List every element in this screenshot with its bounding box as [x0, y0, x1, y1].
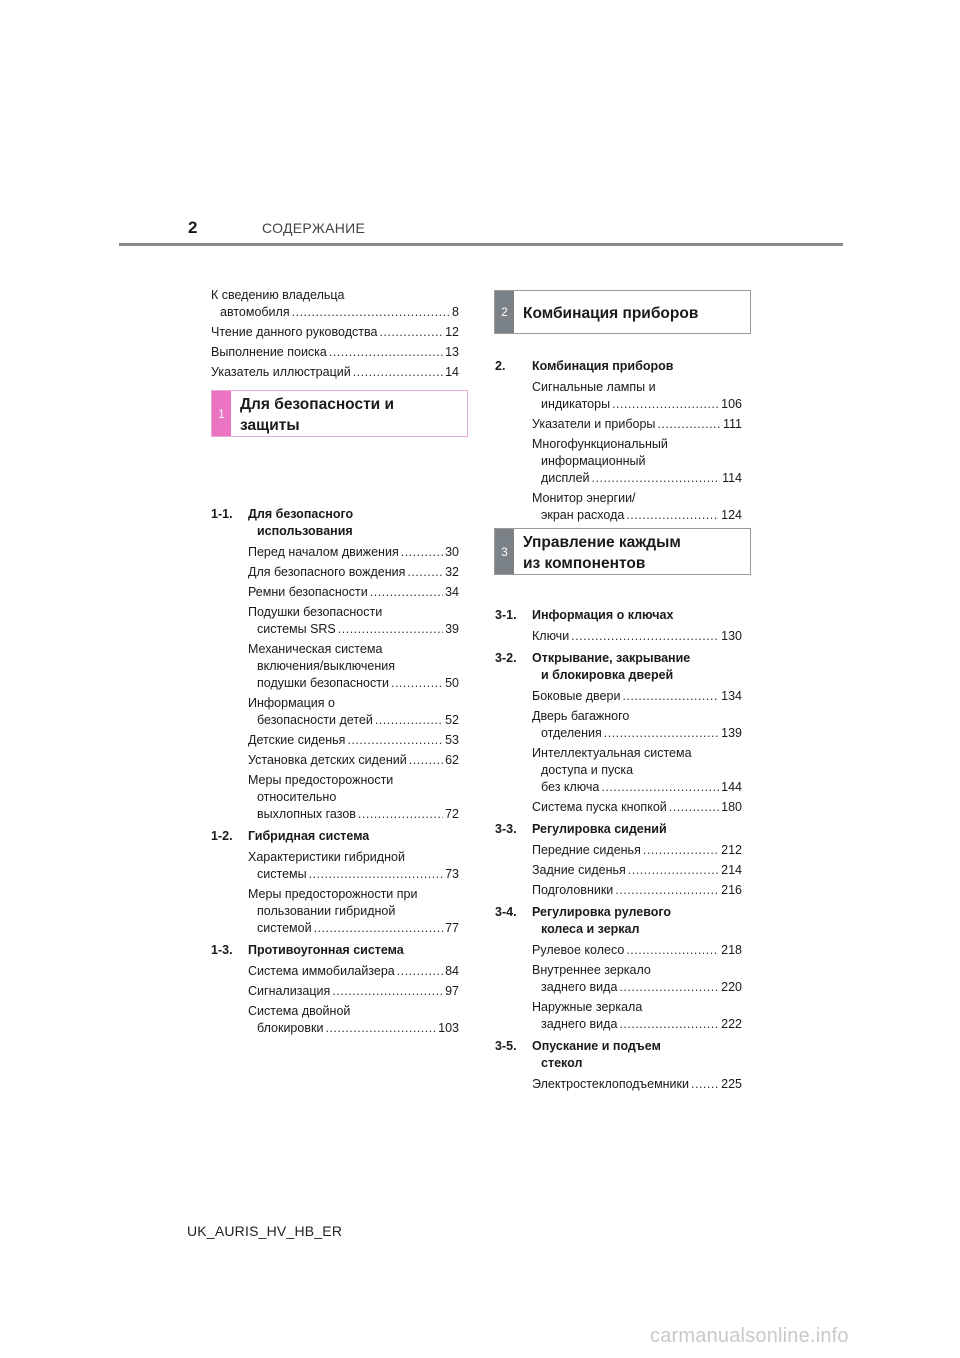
chapter-tab: 3	[495, 529, 514, 574]
entry-line	[248, 1020, 459, 1037]
section-title-line: Противоугонная система	[248, 943, 404, 957]
toc-entry[interactable]	[248, 544, 459, 561]
entry-line	[248, 983, 459, 1000]
entry-text: Подушки безопасности	[248, 605, 383, 619]
page-ref: 77	[445, 921, 459, 935]
toc-entry[interactable]	[532, 1076, 742, 1093]
section-number: 2.	[495, 359, 506, 373]
toc-entry[interactable]	[532, 688, 742, 705]
entry-text: Система иммобилайзера	[248, 964, 395, 978]
toc-entry[interactable]	[532, 436, 742, 487]
page-ref: 97	[445, 984, 459, 998]
entry-text: дисплей	[541, 471, 590, 485]
section-title-line: и блокировка дверей	[541, 668, 674, 682]
page-ref: 212	[721, 843, 742, 857]
dot-leader	[391, 675, 443, 692]
entry-line	[532, 470, 742, 487]
toc-entry[interactable]	[248, 752, 459, 769]
dot-leader	[329, 344, 443, 361]
entry-text: автомобиля	[220, 305, 290, 319]
section-title	[248, 828, 459, 845]
dot-leader	[370, 584, 443, 601]
dot-leader	[669, 799, 719, 816]
entry-line	[248, 806, 459, 823]
section-number: 3-5.	[495, 1039, 517, 1053]
entry-text: Рулевое колесо	[532, 943, 625, 957]
toc-entry[interactable]	[532, 708, 742, 742]
section-number: 3-1.	[495, 608, 517, 622]
entry-text: выхлопных газов	[257, 807, 356, 821]
entry-line	[211, 324, 459, 341]
entry-line	[532, 779, 742, 796]
page-ref: 39	[445, 622, 459, 636]
entry-text: Монитор энергии/	[532, 491, 636, 505]
dot-leader	[622, 688, 719, 705]
entry-line	[532, 507, 742, 524]
section-title-line: Регулировка сидений	[532, 822, 667, 836]
section-number: 3-4.	[495, 905, 517, 919]
entry-text: пользовании гибридной	[257, 904, 396, 918]
page-ref: 220	[721, 980, 742, 994]
toc-entry[interactable]	[248, 564, 459, 581]
page-ref: 8	[452, 305, 459, 319]
page-title: СОДЕРЖАНИЕ	[262, 220, 366, 236]
dot-leader	[592, 470, 721, 487]
page-ref: 52	[445, 713, 459, 727]
entry-line	[248, 712, 459, 729]
entry-text: Выполнение поиска	[211, 345, 327, 359]
dot-leader	[628, 862, 719, 879]
entry-line	[248, 732, 459, 749]
section-title	[532, 650, 742, 684]
page-ref: 216	[721, 883, 742, 897]
entry-line	[248, 675, 459, 692]
entry-text: Боковые двери	[532, 689, 621, 703]
entry-text: Задние сиденья	[532, 863, 626, 877]
dot-leader	[571, 628, 719, 645]
page-ref: 84	[445, 964, 459, 978]
section-title-line: Комбинация приборов	[532, 359, 674, 373]
dot-leader	[338, 621, 443, 638]
entry-text: заднего вида	[541, 1017, 618, 1031]
page-ref: 14	[445, 365, 459, 379]
entry-text: Внутреннее зеркало	[532, 963, 651, 977]
page-ref: 73	[445, 867, 459, 881]
dot-leader	[292, 304, 450, 321]
page-ref: 180	[721, 800, 742, 814]
section-title-line: Регулировка рулевого	[532, 905, 672, 919]
dot-leader	[347, 732, 443, 749]
entry-text: Механическая система	[248, 642, 383, 656]
dot-leader	[601, 779, 719, 796]
dot-leader	[375, 712, 443, 729]
entry-line	[532, 882, 742, 899]
toc-entry[interactable]	[248, 584, 459, 601]
entry-text: Электростеклоподъемники	[532, 1077, 689, 1091]
entry-line	[532, 799, 742, 816]
chapter-tab: 2	[495, 291, 514, 333]
page-ref: 72	[445, 807, 459, 821]
entry-line	[248, 564, 459, 581]
right-sections-a	[495, 358, 742, 524]
page-ref: 139	[721, 726, 742, 740]
entry-line	[211, 364, 459, 381]
toc-entry[interactable]	[532, 842, 742, 859]
entry-text: Подголовники	[532, 883, 614, 897]
toc-entry[interactable]	[532, 745, 742, 796]
toc-entry[interactable]	[248, 772, 459, 823]
section-number: 3-2.	[495, 651, 517, 665]
entry-line	[532, 979, 742, 996]
dot-leader	[379, 324, 443, 341]
left-sections	[211, 506, 459, 1037]
entry-line	[532, 416, 742, 433]
entry-line	[211, 344, 459, 361]
entry-line	[248, 621, 459, 638]
dot-leader	[314, 920, 444, 937]
entry-line	[248, 963, 459, 980]
toc-entry[interactable]	[248, 983, 459, 1000]
entry-line	[532, 396, 742, 413]
entry-text: Интеллектуальная система	[532, 746, 692, 760]
entry-text: Перед началом движения	[248, 545, 399, 559]
page-ref: 106	[721, 397, 742, 411]
page-ref: 214	[721, 863, 742, 877]
section-number: 1-1.	[211, 507, 233, 521]
entry-text: Сигнализация	[248, 984, 331, 998]
dot-leader	[626, 507, 719, 524]
entry-text: Информация о	[248, 696, 335, 710]
chapter-title-line1: Управление каждым	[523, 533, 681, 551]
entry-text: экран расхода	[541, 508, 625, 522]
toc-entry[interactable]	[211, 287, 459, 321]
dot-leader	[626, 942, 719, 959]
section-heading[interactable]	[211, 828, 459, 845]
section-number: 3-3.	[495, 822, 517, 836]
page-number: 2	[188, 218, 198, 237]
dot-leader	[409, 752, 443, 769]
toc-entry[interactable]	[532, 999, 742, 1033]
chapter-1-header[interactable]	[211, 390, 468, 437]
entry-text: блокировки	[257, 1021, 324, 1035]
entry-text: Передние сиденья	[532, 843, 641, 857]
entry-text: подушки безопасности	[257, 676, 389, 690]
entry-line	[211, 304, 459, 321]
toc-entry[interactable]	[211, 344, 459, 361]
entry-text: Сигнальные лампы и	[532, 380, 656, 394]
section-heading[interactable]	[495, 358, 742, 375]
toc-entry[interactable]	[532, 862, 742, 879]
entry-text: К сведению владельца	[211, 288, 345, 302]
page-ref: 124	[721, 508, 742, 522]
entry-text: доступа и пуска	[541, 763, 634, 777]
section-title-line: Гибридная система	[248, 829, 370, 843]
chapter-title-line1: Комбинация приборов	[523, 304, 699, 322]
section-title-line: Для безопасного	[248, 507, 354, 521]
chapter-2-header[interactable]	[494, 290, 751, 334]
chapter-tab: 1	[212, 391, 231, 436]
toc-entry[interactable]	[248, 695, 459, 729]
entry-line	[248, 920, 459, 937]
page-ref: 62	[445, 753, 459, 767]
section-title	[532, 358, 742, 375]
dot-leader	[619, 1016, 719, 1033]
page-ref: 134	[721, 689, 742, 703]
page-ref: 34	[445, 585, 459, 599]
dot-leader	[325, 1020, 436, 1037]
entry-line	[248, 752, 459, 769]
toc-entry[interactable]	[248, 963, 459, 980]
section-title	[248, 506, 459, 540]
dot-leader	[657, 416, 721, 433]
dot-leader	[358, 806, 443, 823]
entry-text: без ключа	[541, 780, 600, 794]
entry-line	[532, 862, 742, 879]
dot-leader	[332, 983, 443, 1000]
section-heading[interactable]	[495, 1038, 742, 1072]
toc-entry[interactable]	[532, 799, 742, 816]
dot-leader	[615, 882, 719, 899]
entry-text: включения/выключения	[257, 659, 395, 673]
page-ref: 103	[438, 1021, 459, 1035]
toc-right-column	[495, 353, 742, 1096]
entry-text: отделения	[541, 726, 602, 740]
entry-line	[532, 628, 742, 645]
header-rule	[119, 243, 843, 246]
toc-entry[interactable]	[248, 732, 459, 749]
section-title	[532, 904, 742, 938]
page-ref: 222	[721, 1017, 742, 1031]
toc-entry[interactable]	[532, 962, 742, 996]
page-ref: 32	[445, 565, 459, 579]
toc-entry[interactable]	[532, 628, 742, 645]
right-sections-b	[495, 607, 742, 1093]
chapter-title-line1: Для безопасности и	[240, 395, 395, 413]
page-ref: 130	[721, 629, 742, 643]
toc-entry[interactable]	[532, 490, 742, 524]
entry-text: Система двойной	[248, 1004, 351, 1018]
entry-text: Для безопасного вождения	[248, 565, 406, 579]
entry-line	[532, 942, 742, 959]
entry-text: Детские сиденья	[248, 733, 346, 747]
section-title	[532, 607, 742, 624]
toc-entry[interactable]	[532, 379, 742, 413]
document-code: UK_AURIS_HV_HB_ER	[187, 1223, 343, 1239]
section-heading[interactable]	[211, 506, 459, 540]
toc-entry[interactable]	[211, 324, 459, 341]
entry-line	[532, 1016, 742, 1033]
entry-text: Указатель иллюстраций	[211, 365, 351, 379]
entry-text: безопасности детей	[257, 713, 373, 727]
page-ref: 13	[445, 345, 459, 359]
entry-text: Многофункциональный	[532, 437, 668, 451]
entry-text: системы SRS	[257, 622, 336, 636]
section-heading[interactable]	[495, 821, 742, 838]
entry-text: Ремни безопасности	[248, 585, 368, 599]
page-ref: 144	[721, 780, 742, 794]
entry-line	[532, 1076, 742, 1093]
section-title-line: Опускание и подъем	[532, 1039, 661, 1053]
section-heading[interactable]	[495, 607, 742, 624]
entry-text: Меры предосторожности при	[248, 887, 418, 901]
dot-leader	[407, 564, 443, 581]
section-title	[248, 942, 459, 959]
watermark: carmanualsonline.info	[650, 1325, 849, 1347]
toc-entry[interactable]	[211, 364, 459, 381]
toc-entry[interactable]	[248, 1003, 459, 1037]
section-heading[interactable]	[211, 942, 459, 959]
entry-text: системы	[257, 867, 307, 881]
chapter-title-line2: защиты	[240, 416, 300, 434]
entry-text: индикаторы	[541, 397, 611, 411]
dot-leader	[353, 364, 443, 381]
section-title-line: колеса и зеркал	[541, 922, 640, 936]
section-title	[532, 1038, 742, 1072]
page-ref: 30	[445, 545, 459, 559]
dot-leader	[401, 544, 443, 561]
entry-line	[532, 842, 742, 859]
entry-text: Дверь багажного	[532, 709, 630, 723]
entry-text: информационный	[541, 454, 646, 468]
page-ref: 53	[445, 733, 459, 747]
section-number: 1-2.	[211, 829, 233, 843]
section-title-line: Информация о ключах	[532, 608, 674, 622]
toc-entry[interactable]	[248, 849, 459, 883]
page-ref: 225	[721, 1077, 742, 1091]
toc-entry[interactable]	[532, 942, 742, 959]
chapter-title-line2: из компонентов	[523, 554, 646, 572]
entry-text: Ключи	[532, 629, 570, 643]
section-heading[interactable]	[495, 904, 742, 938]
section-title	[532, 821, 742, 838]
entry-text: Меры предосторожности	[248, 773, 394, 787]
entry-text: заднего вида	[541, 980, 618, 994]
dot-leader	[691, 1076, 719, 1093]
dot-leader	[619, 979, 719, 996]
entry-text: относительно	[257, 790, 337, 804]
section-title-line: стекол	[541, 1056, 583, 1070]
entry-text: Наружные зеркала	[532, 1000, 643, 1014]
entry-line	[248, 584, 459, 601]
section-title-line: Открывание, закрывание	[532, 651, 691, 665]
entry-text: Система пуска кнопкой	[532, 800, 667, 814]
entry-line	[532, 688, 742, 705]
page-ref: 111	[722, 417, 742, 431]
toc-entry[interactable]	[532, 882, 742, 899]
dot-leader	[643, 842, 719, 859]
toc-entry[interactable]	[248, 604, 459, 638]
entry-text: Характеристики гибридной	[248, 850, 405, 864]
section-title-line: использования	[257, 524, 353, 538]
entry-line	[248, 866, 459, 883]
dot-leader	[604, 725, 719, 742]
entry-line	[532, 725, 742, 742]
section-heading[interactable]	[495, 650, 742, 684]
dot-leader	[612, 396, 719, 413]
entry-text: Установка детских сидений	[248, 753, 407, 767]
toc-entry[interactable]	[532, 416, 742, 433]
entry-text: Указатели и приборы	[532, 417, 656, 431]
dot-leader	[397, 963, 443, 980]
toc-entry[interactable]	[248, 641, 459, 692]
dot-leader	[309, 866, 443, 883]
page-ref: 114	[722, 471, 742, 485]
page-ref: 12	[445, 325, 459, 339]
toc-entry[interactable]	[248, 886, 459, 937]
entry-line	[248, 544, 459, 561]
intro-list	[211, 287, 459, 381]
entry-text: Чтение данного руководства	[211, 325, 378, 339]
page-ref: 218	[721, 943, 742, 957]
page-ref: 50	[445, 676, 459, 690]
section-number: 1-3.	[211, 943, 233, 957]
entry-text: системой	[257, 921, 312, 935]
